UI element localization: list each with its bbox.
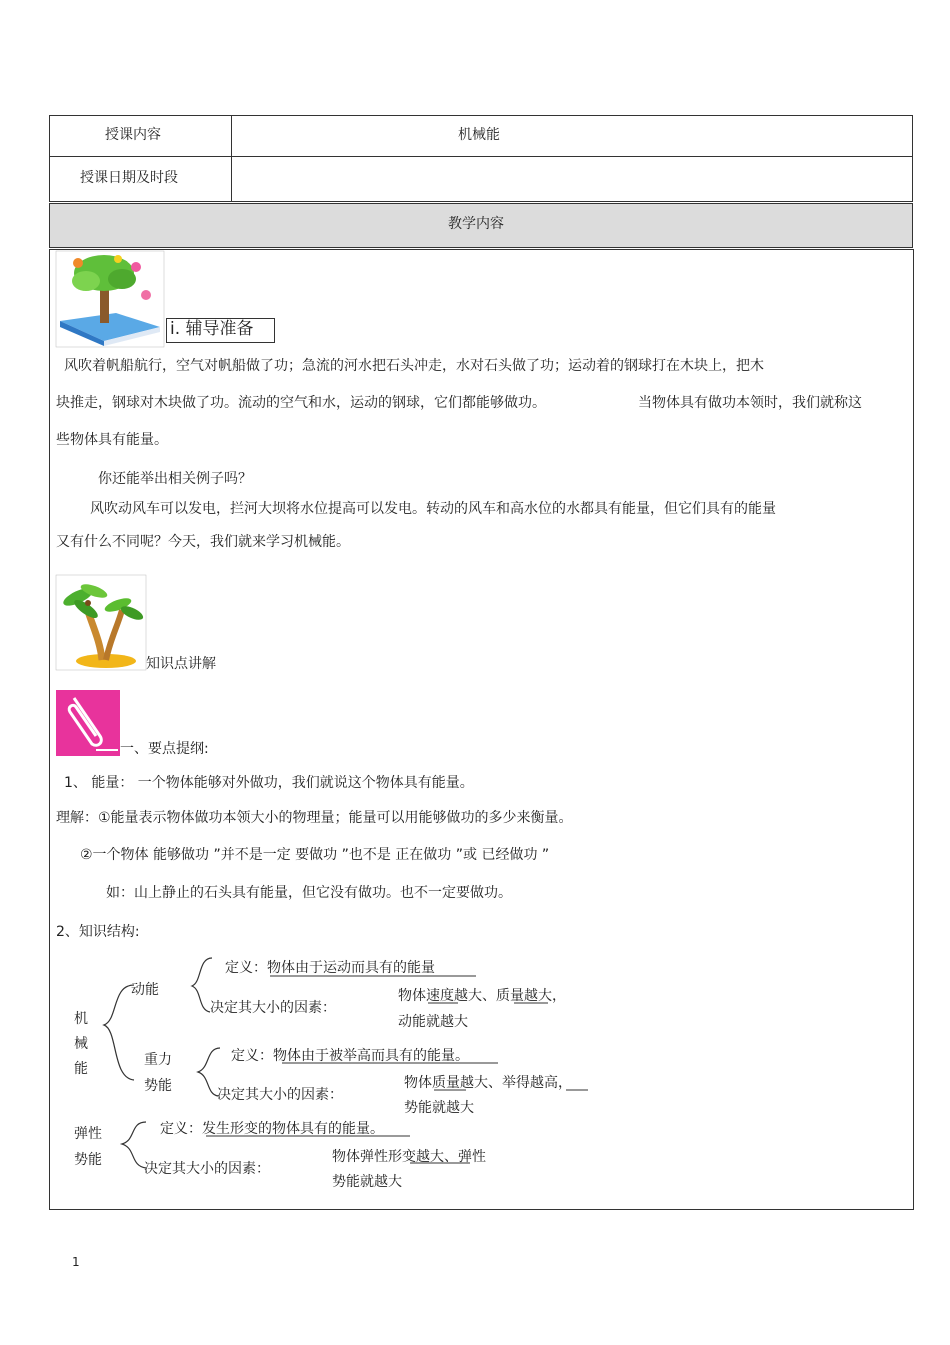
root-neng: 能	[74, 1061, 88, 1077]
gravity-factor: 决定其大小的因素：	[217, 1087, 343, 1103]
section-title: 教学内容	[448, 216, 504, 232]
item2-structure: 2、知识结构:	[56, 924, 140, 940]
kinetic-label: 动能	[131, 982, 159, 998]
gravity-label-2: 势能	[144, 1078, 172, 1094]
gravity-label-1: 重力	[144, 1052, 172, 1068]
item1-energy: 1、 能量： 一个物体能够对外做功，我们就说这个物体具有能量。	[64, 775, 474, 791]
understand2: ②一个物体 能够做功 ”并不是一定 要做功 ”也不是 正在做功 ”或 已经做功 ”	[80, 847, 550, 863]
root-xie: 械	[74, 1036, 88, 1052]
prep-para2-line2: 又有什么不同呢？今天，我们就来学习机械能。	[56, 534, 350, 550]
elastic-def: 定义：发生形变的物体具有的能量。	[160, 1121, 384, 1137]
kinetic-factor-2: 动能就越大	[398, 1014, 468, 1030]
prep-para2-line1: 风吹动风车可以发电，拦河大坝将水位提高可以发电。转动的风车和高水位的水都具有能量，但它们具有的能量	[90, 501, 776, 517]
prep-para1-line2b: 当物体具有做功本领时，我们就称这	[638, 395, 862, 411]
row1-value: 机械能	[458, 127, 500, 143]
gravity-factor-1: 物体质量越大、举得越高，	[404, 1075, 572, 1091]
understand1: 理解：①能量表示物体做功本领大小的物理量；能量可以用能够做功的多少来衡量。	[56, 810, 573, 826]
outline-heading: 一、要点提纲:	[120, 741, 209, 757]
kinetic-factor-1: 物体速度越大、质量越大，	[398, 988, 566, 1004]
prep-para1-line2a: 块推走，钢球对木块做了功。流动的空气和水，运动的钢球，它们都能够做功。	[56, 395, 546, 411]
elastic-factor: 决定其大小的因素：	[144, 1161, 270, 1177]
elastic-factor-1: 物体弹性形变越大、弹性	[332, 1149, 486, 1165]
row2-label: 授课日期及时段	[80, 170, 178, 186]
prep-para1-line1: 风吹着帆船航行，空气对帆船做了功；急流的河水把石头冲走，水对石头做了功；运动着的钢球打在木块上，把木	[64, 358, 764, 374]
example: 如：山上静止的石头具有能量，但它没有做功。也不一定要做功。	[106, 885, 512, 901]
root-ji: 机	[74, 1011, 88, 1027]
gravity-factor-2: 势能就越大	[404, 1100, 474, 1116]
elastic-label-2: 势能	[74, 1152, 102, 1168]
prep-heading: i. 辅导准备	[170, 319, 254, 339]
elastic-factor-2: 势能就越大	[332, 1174, 402, 1190]
gravity-def: 定义：物体由于被举高而具有的能量。	[231, 1048, 469, 1064]
prep-para1-line3: 些物体具有能量。	[56, 432, 168, 448]
row1-label: 授课内容	[105, 127, 161, 143]
elastic-label-1: 弹性	[74, 1126, 102, 1142]
knowledge-heading: 知识点讲解	[146, 656, 216, 672]
prep-question: 你还能举出相关例子吗？	[98, 471, 252, 487]
page-number: 1	[72, 1255, 80, 1269]
kinetic-factor: 决定其大小的因素：	[210, 1000, 336, 1016]
kinetic-def: 定义：物体由于运动而具有的能量	[225, 960, 435, 976]
